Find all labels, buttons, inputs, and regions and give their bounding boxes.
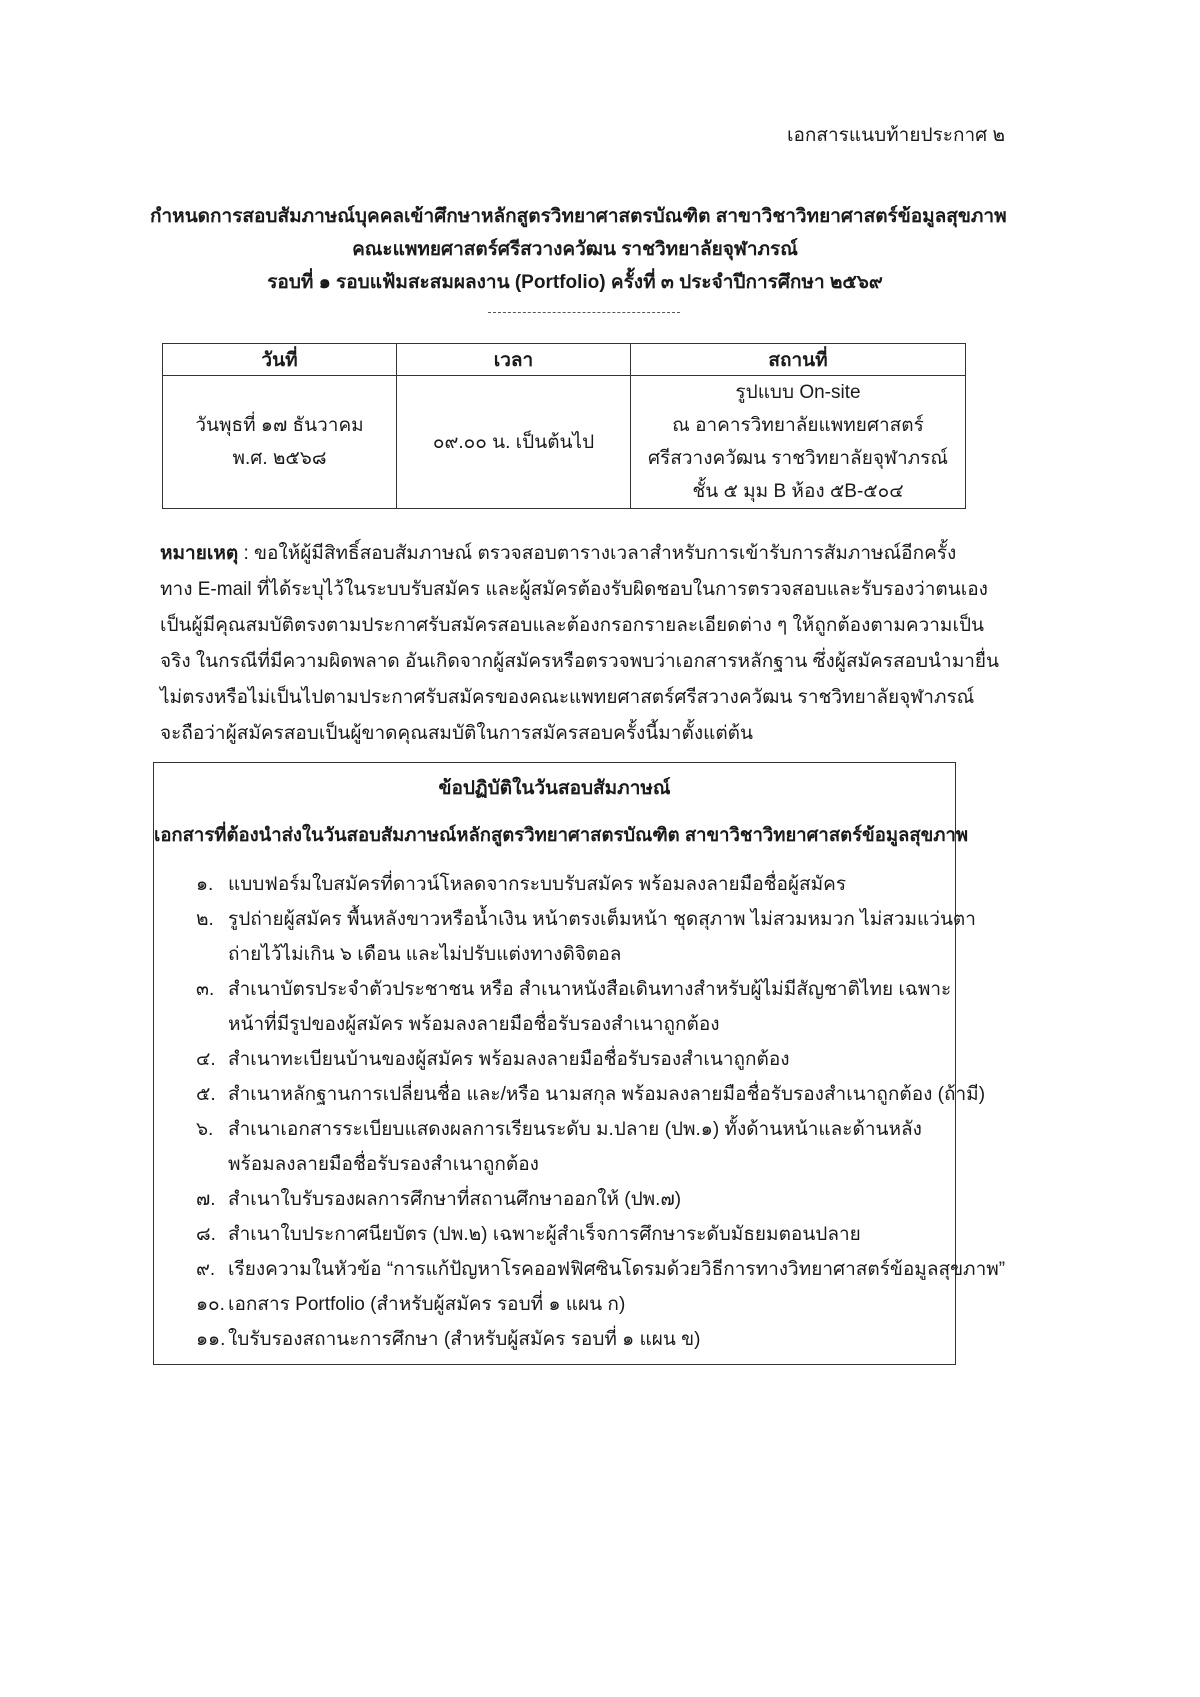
list-item: [196, 1042, 1005, 1077]
document-reference: เอกสารแนบท้ายประกาศ ๒: [786, 125, 1005, 146]
place-line: ศรีสวางควัฒน ราชวิทยาลัยจุฬาภรณ์: [648, 448, 948, 469]
schedule-table: [162, 343, 966, 509]
item-number: ๕.: [196, 1084, 216, 1105]
list-item: [196, 902, 1005, 972]
title-line-2: คณะแพทยศาสตร์ศรีสวางควัฒน ราชวิทยาลัยจุฬาภรณ์: [352, 239, 798, 260]
note-paragraph: [160, 536, 1010, 752]
place-line: รูปแบบ On-site: [735, 382, 861, 403]
item-number: ๑๑.: [196, 1329, 226, 1350]
item-text: สำเนาบัตรประจำตัวประชาชน หรือ สำเนาหนังสือเดินทางสำหรับผู้ไม่มีสัญชาติไทย เฉพาะ: [228, 979, 952, 1000]
item-number: ๙.: [196, 1259, 216, 1280]
item-text: รูปถ่ายผู้สมัคร พื้นหลังขาวหรือน้ำเงิน หน้าตรงเต็มหน้า ชุดสุภาพ ไม่สวมหมวก ไม่สวมแว่นตา: [228, 909, 976, 930]
list-item: [196, 1287, 1005, 1322]
note-line: ทาง E-mail ที่ได้ระบุไว้ในระบบรับสมัคร และผู้สมัครต้องรับผิดชอบในการตรวจสอบและรับรองว่าตนเอง: [160, 579, 988, 600]
place-line: ชั้น ๕ มุม B ห้อง ๕B-๕๐๔: [692, 481, 904, 502]
item-text: เอกสาร Portfolio (สำหรับผู้สมัคร รอบที่ ๑ แผน ก): [228, 1294, 626, 1315]
item-text: หน้าที่มีรูปของผู้สมัคร พร้อมลงลายมือชื่อรับรองสำเนาถูกต้อง: [228, 1014, 720, 1035]
list-item: [196, 1077, 1005, 1112]
cell-time: ๐๙.๐๐ น. เป็นต้นไป: [397, 376, 631, 509]
header-time: เวลา: [397, 344, 631, 376]
title-line-1: กำหนดการสอบสัมภาษณ์บุคคลเข้าศึกษาหลักสูตรวิทยาศาสตรบัณฑิต สาขาวิชาวิทยาศาสตร์ข้อมูลสุขภาพ: [150, 206, 1007, 227]
note-line: : ขอให้ผู้มีสิทธิ์สอบสัมภาษณ์ ตรวจสอบตารางเวลาสำหรับการเข้ารับการสัมภาษณ์อีกครั้ง: [238, 543, 957, 564]
list-item: [196, 1182, 1005, 1217]
list-item: [196, 1217, 1005, 1252]
rules-title: ข้อปฏิบัติในวันสอบสัมภาษณ์: [438, 778, 671, 799]
header-place: สถานที่: [631, 344, 966, 376]
header-date: วันที่: [163, 344, 397, 376]
item-number: ๓.: [196, 979, 215, 1000]
cell-place: [631, 376, 966, 509]
list-item: [196, 1112, 1005, 1182]
item-number: ๘.: [196, 1224, 216, 1245]
cell-date: [163, 376, 397, 509]
date-line: วันพุธที่ ๑๗ ธันวาคม: [195, 415, 364, 436]
item-number: ๑.: [196, 874, 214, 895]
table-row: [163, 376, 966, 509]
dashed-divider: [488, 312, 680, 313]
list-item: [196, 1252, 1005, 1287]
item-number: ๑๐.: [196, 1294, 225, 1315]
note-line: ไม่ตรงหรือไม่เป็นไปตามประกาศรับสมัครของคณะแพทยศาสตร์ศรีสวางควัฒน ราชวิทยาลัยจุฬาภรณ์: [160, 687, 975, 708]
list-item: [196, 1322, 1005, 1357]
list-item: [196, 867, 1005, 902]
note-line: จริง ในกรณีที่มีความผิดพลาด อันเกิดจากผู้สมัครหรือตรวจพบว่าเอกสารหลักฐาน ซึ่งผู้สมัครสอบนำมายื่น: [160, 651, 1000, 672]
item-text: พร้อมลงลายมือชื่อรับรองสำเนาถูกต้อง: [228, 1154, 539, 1175]
item-text: เรียงความในหัวข้อ “การแก้ปัญหาโรคออฟฟิศซินโดรมด้วยวิธีการทางวิทยาศาสตร์ข้อมูลสุขภาพ”: [228, 1259, 1006, 1280]
note-line: เป็นผู้มีคุณสมบัติตรงตามประกาศรับสมัครสอบและต้องกรอกรายละเอียดต่าง ๆ ให้ถูกต้องตามความเป็น: [160, 615, 984, 636]
item-text: แบบฟอร์มใบสมัครที่ดาวน์โหลดจากระบบรับสมัคร พร้อมลงลายมือชื่อผู้สมัคร: [228, 874, 847, 895]
item-number: ๗.: [196, 1189, 216, 1210]
item-text: สำเนาเอกสารระเบียบแสดงผลการเรียนระดับ ม.ปลาย (ปพ.๑) ทั้งด้านหน้าและด้านหลัง: [228, 1119, 922, 1140]
item-text: สำเนาทะเบียนบ้านของผู้สมัคร พร้อมลงลายมือชื่อรับรองสำเนาถูกต้อง: [228, 1049, 790, 1070]
list-item: [196, 972, 1005, 1042]
table-header-row: [163, 344, 966, 376]
item-number: ๔.: [196, 1049, 216, 1070]
item-number: ๖.: [196, 1119, 214, 1140]
place-line: ณ อาคารวิทยาลัยแพทยศาสตร์: [672, 415, 924, 436]
item-text: สำเนาใบรับรองผลการศึกษาที่สถานศึกษาออกให้ (ปพ.๗): [228, 1189, 682, 1210]
item-text: ถ่ายไว้ไม่เกิน ๖ เดือน และไม่ปรับแต่งทางดิจิตอล: [228, 944, 622, 965]
document-title: [150, 200, 1007, 299]
note-label: หมายเหตุ: [160, 543, 239, 564]
date-line: พ.ศ. ๒๕๖๘: [232, 448, 327, 469]
rules-box: [153, 762, 1006, 1365]
title-line-3: รอบที่ ๑ รอบแฟ้มสะสมผลงาน (Portfolio) ครั้งที่ ๓ ประจำปีการศึกษา ๒๕๖๙: [267, 272, 883, 293]
note-line: จะถือว่าผู้สมัครสอบเป็นผู้ขาดคุณสมบัติในการสมัครสอบครั้งนี้มาตั้งแต่ต้น: [160, 723, 754, 744]
item-number: ๒.: [196, 909, 214, 930]
item-text: ใบรับรองสถานะการศึกษา (สำหรับผู้สมัคร รอบที่ ๑ แผน ข): [228, 1329, 701, 1350]
rules-subtitle: เอกสารที่ต้องนำส่งในวันสอบสัมภาษณ์หลักสูตรวิทยาศาสตรบัณฑิต สาขาวิชาวิทยาศาสตร์ข้อมูลสุขภาพ: [154, 824, 969, 845]
required-documents-list: [196, 867, 1005, 1357]
item-text: สำเนาหลักฐานการเปลี่ยนชื่อ และ/หรือ นามสกุล พร้อมลงลายมือชื่อรับรองสำเนาถูกต้อง (ถ้ามี): [228, 1084, 986, 1105]
item-text: สำเนาใบประกาศนียบัตร (ปพ.๒) เฉพาะผู้สำเร็จการศึกษาระดับมัธยมตอนปลาย: [228, 1224, 861, 1245]
